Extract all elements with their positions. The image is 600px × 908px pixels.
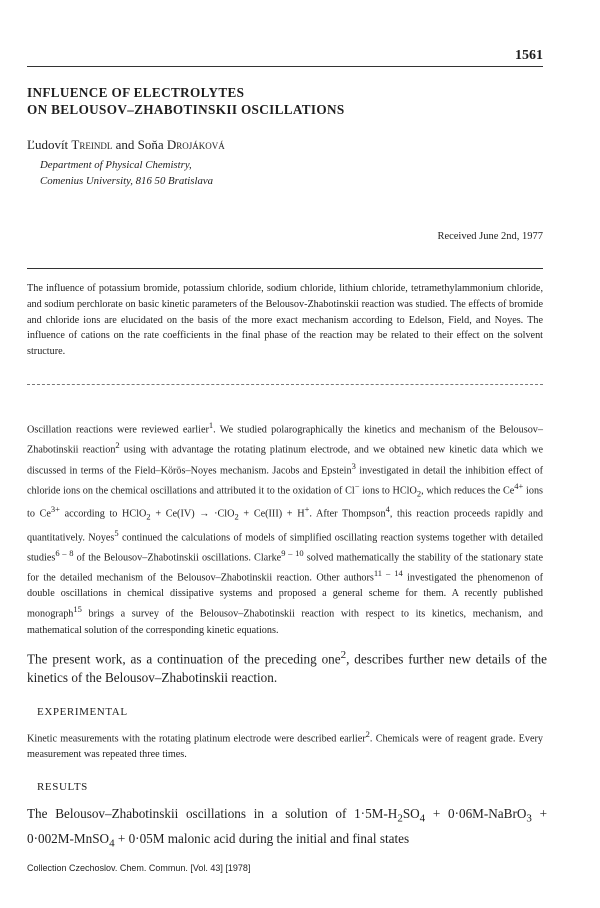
article-title [27, 84, 345, 118]
subscript: 4 [419, 812, 426, 825]
intro-text: . After Thompson [309, 508, 386, 520]
superscript: + [304, 504, 310, 515]
reference-mark: 15 [73, 604, 82, 615]
affiliation [40, 157, 213, 189]
reference-mark: 1 [208, 420, 214, 430]
subscript: 2 [416, 488, 422, 499]
intro-text: of the Belousov–Zhabotinskii oscillations. Clarke [73, 552, 282, 564]
reference-mark: 5 [114, 527, 119, 538]
subscript: 2 [397, 812, 403, 825]
intro-text: using with advantage the rotating platinum electrode, and we obtained new kinetic data which we discussed in terms of the Field–Körös–Noyes mechanism. Jacobs and Epstein [27, 444, 544, 476]
intro-paragraph-2 [27, 646, 547, 687]
superscript: 4+ [514, 480, 524, 491]
intro-text: brings a survey of the Belousov–Zhabotinskii reaction with respect to its kinetics, mechanism, and mathematical solution of the corresponding kinetic equations. [27, 608, 543, 636]
intro-text: investigated the phenomenon of double oscillations in chemical dissipative systems and proposed a general scheme for them. A recently published monograph [27, 572, 543, 620]
intro-text: ions to Ce [27, 485, 543, 520]
superscript: − [354, 480, 360, 491]
results-text-part: + 0·002M-MnSO [27, 806, 548, 846]
reference-mark: 2 [365, 729, 370, 739]
received-date: Received June 2nd, 1977 [437, 231, 543, 242]
header-rule [27, 66, 543, 67]
intro-text: The present work, as a continuation of the preceding one [27, 651, 341, 667]
intro-text: , describes further new details of the kinetics of the Belousov–Zhabotinskii reaction. [27, 651, 547, 686]
reference-mark: 3 [351, 460, 356, 471]
intro-text: solved mathematically the stability of the stationary state for the detailed mechanism of the Belousov–Zhabotinskii reaction. Other authors [27, 552, 544, 584]
abstract-top-rule [27, 268, 543, 269]
reference-mark: 2 [115, 440, 120, 451]
intro-text: Oscillation reactions were reviewed earlier [27, 424, 209, 436]
results-text [27, 804, 547, 853]
intro-text: , this reaction proceeds rapidly and quantitatively. Noyes [27, 508, 544, 543]
experimental-text-part: . Chemicals were of reagent grade. Every measurement was repeated three times. [27, 733, 543, 761]
title-line-2: ON BELOUSOV–ZHABOTINSKII OSCILLATIONS [27, 102, 345, 117]
abstract: The influence of potassium bromide, potassium chloride, sodium chloride, lithium chloride, tetramethylammonium chloride, and sodium perchlorate on basic kinetic parameters of the Belousov-Zhabotinskii reaction was studied. The effects of bromide and chloride ions are elucidated on the basis of the more exact mechanism according to Edelson, Field, and Noyes. The influence of cations on the rate coefficients in the final phase of the reaction may be related to their effect on the solvent structure. [27, 283, 543, 358]
intro-text: according to HClO [59, 508, 147, 520]
intro-text: , which reduces the Ce [421, 485, 515, 497]
intro-text: ions to HClO [359, 485, 417, 497]
author-2-given: Soňa [137, 137, 164, 152]
page-number: 1561 [515, 48, 543, 63]
author-conjunction: and [115, 137, 135, 152]
results-text-part: SO [402, 806, 420, 821]
intro-text: + Ce(IV) → ·ClO [150, 508, 235, 520]
experimental-text-part: Kinetic measurements with the rotating platinum electrode were described earlier [27, 733, 366, 745]
reference-mark: 11 – 14 [373, 568, 403, 579]
intro-text: investigated in detail the inhibition effect of chloride ions on the chemical oscillations and attributed it to the oxidation of Cl [27, 464, 543, 497]
abstract-bottom-rule [27, 384, 543, 385]
author-1-family: Treindl [71, 137, 113, 152]
results-heading: RESULTS [37, 781, 88, 793]
subscript: 2 [146, 511, 151, 522]
results-text-part: + 0·05M malonic acid during the initial and final states [114, 830, 410, 846]
subscript: 2 [234, 511, 239, 522]
superscript: 3+ [50, 504, 60, 515]
experimental-heading: EXPERIMENTAL [37, 706, 128, 718]
journal-footer: Collection Czechoslov. Chem. Commun. [Vol. 43] [1978] [27, 863, 251, 873]
intro-text: continued the calculations of models of simplified oscillating reaction systems together with detailed studies [27, 531, 544, 564]
reference-mark: 2 [340, 649, 347, 661]
subscript: 4 [109, 837, 115, 850]
results-text-part: The Belousov–Zhabotinskii oscillations in a solution of 1·5M-H [27, 806, 398, 821]
reference-mark: 6 – 8 [55, 547, 74, 558]
author-1-given: Ľudovít [27, 137, 69, 152]
affiliation-line-2: Comenius University, 816 50 Bratislava [40, 175, 214, 187]
affiliation-line-1: Department of Physical Chemistry, [40, 159, 192, 171]
title-line-1: INFLUENCE OF ELECTROLYTES [27, 85, 245, 100]
reference-mark: 4 [385, 504, 390, 515]
reference-mark: 9 – 10 [281, 547, 304, 558]
intro-paragraph-1 [27, 418, 543, 639]
intro-text: + Ce(III) + H [238, 508, 305, 520]
experimental-text [27, 727, 543, 763]
subscript: 3 [526, 812, 532, 825]
intro-text: . We studied polarographically the kinetics and mechanism of the Belousov–Zhabotinskii reaction [27, 424, 543, 456]
author-2-family: Drojáková [166, 137, 225, 152]
author-line [27, 137, 225, 153]
results-text-part: + 0·06M-NaBrO [425, 806, 527, 821]
